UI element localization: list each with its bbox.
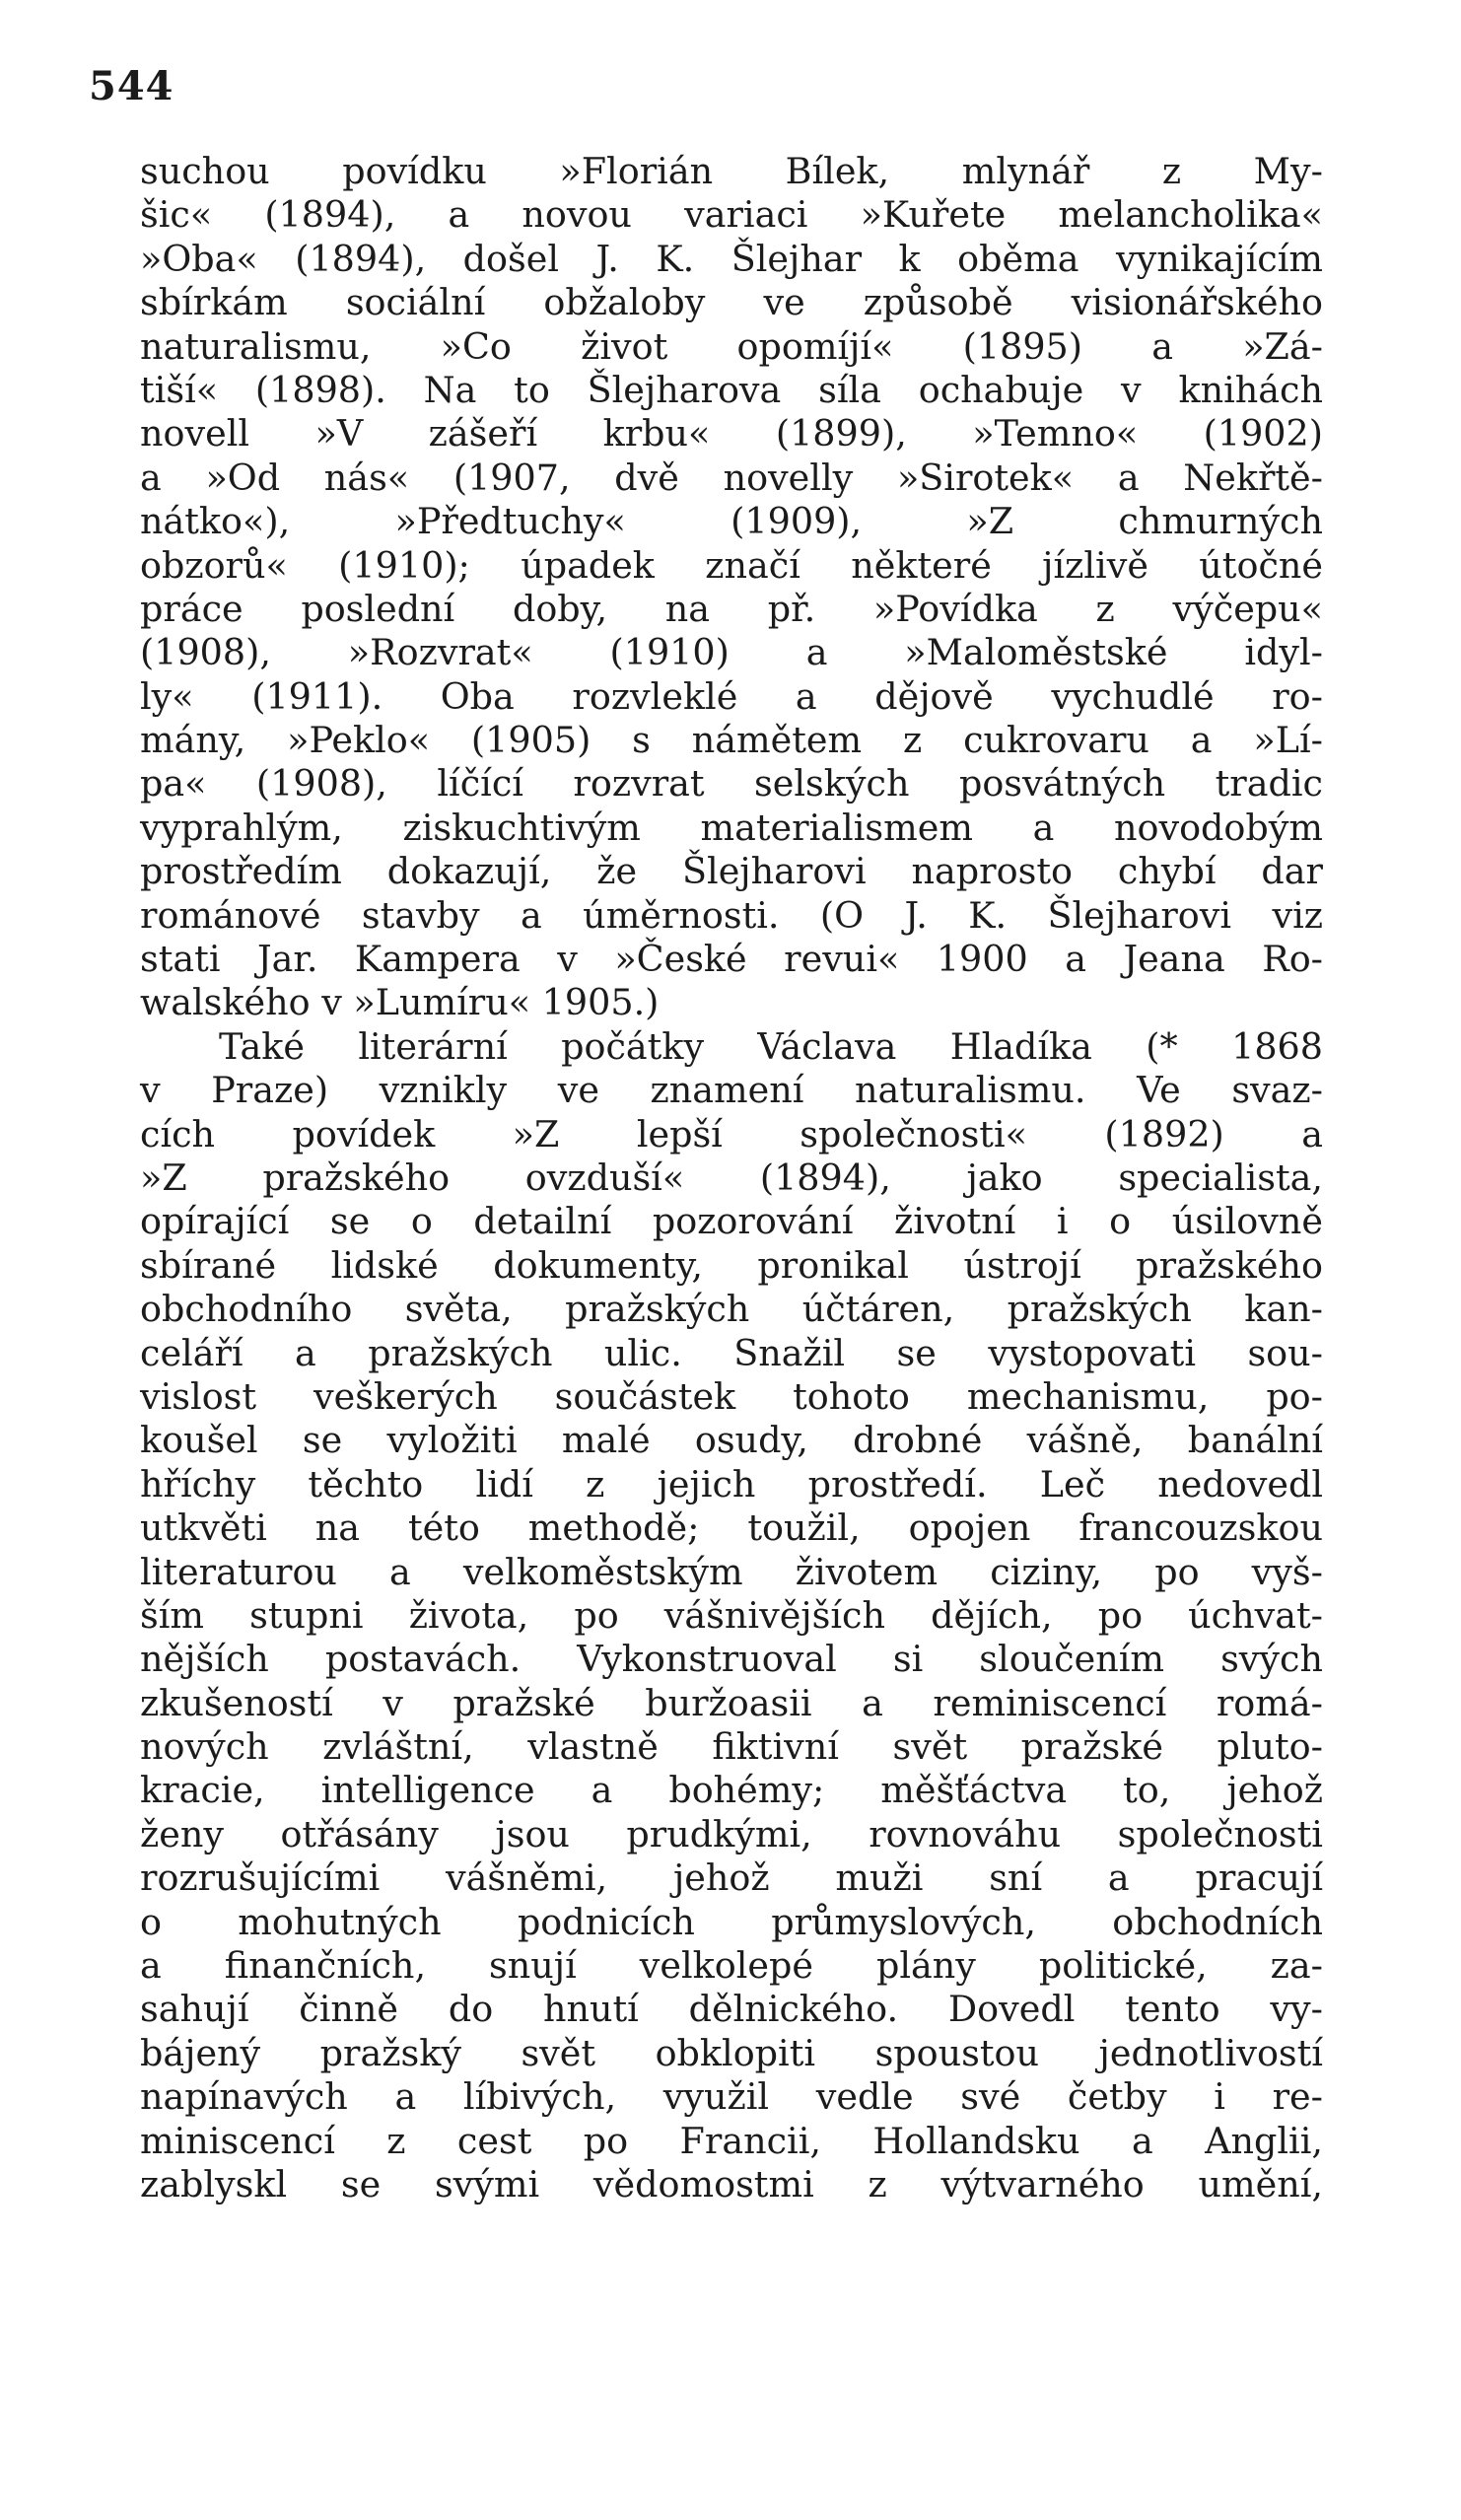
text-line: hříchy těchto lidí z jejich prostředí. Leč nedovedl bbox=[140, 1462, 1323, 1505]
text-line: ženy otřásány jsou prudkými, rovnováhu společnosti bbox=[140, 1812, 1323, 1855]
text-line: napínavých a líbivých, využil vedle své četby i re- bbox=[140, 2075, 1323, 2119]
text-line: šic« (1894), a novou variaci »Kuřete melancholika« bbox=[140, 193, 1323, 237]
text-line: zablyskl se svými vědomostmi z výtvarného umění, bbox=[140, 2162, 1323, 2205]
text-line: zkušeností v pražské buržoasii a reminiscencí romá- bbox=[140, 1681, 1323, 1724]
text-line: práce poslední doby, na př. »Povídka z výčepu« bbox=[140, 587, 1323, 630]
text-line: Také literární počátky Václava Hladíka (* 1868 bbox=[219, 1024, 1323, 1068]
text-line: celáří a pražských ulic. Snažil se vystopovati sou- bbox=[140, 1331, 1323, 1374]
text-line: mány, »Peklo« (1905) s námětem z cukrovaru a »Lí- bbox=[140, 719, 1323, 762]
text-line: v Praze) vznikly ve znamení naturalismu. Ve svaz- bbox=[140, 1069, 1323, 1112]
text-line: pa« (1908), líčící rozvrat selských posvátných tradic bbox=[140, 762, 1323, 805]
text-line: literaturou a velkoměstským životem ciziny, po vyš- bbox=[140, 1550, 1323, 1593]
text-line: ly« (1911). Oba rozvleklé a dějově vychudlé ro- bbox=[140, 674, 1323, 718]
text-line: »Oba« (1894), došel J. K. Šlejhar k oběma vynikajícím bbox=[140, 237, 1323, 280]
page-number: 544 bbox=[89, 63, 174, 109]
text-line: suchou povídku »Florián Bílek, mlynář z My- bbox=[140, 150, 1323, 192]
text-line: nových zvláštní, vlastně fiktivní svět pražské pluto- bbox=[140, 1725, 1323, 1769]
text-line: (1908), »Rozvrat« (1910) a »Maloměstské idyl- bbox=[140, 631, 1323, 674]
text-line: nátko«), »Předtuchy« (1909), »Z chmurných bbox=[140, 500, 1323, 543]
body-text bbox=[140, 150, 1323, 2206]
text-line: nějších postavách. Vykonstruoval si sloučením svých bbox=[140, 1638, 1323, 1681]
text-line: sbírkám sociální obžaloby ve způsobě visionářského bbox=[140, 281, 1323, 324]
text-line: obzorů« (1910); úpadek značí některé jízlivě útočné bbox=[140, 543, 1323, 587]
text-line: utkvěti na této methodě; toužil, opojen francouzskou bbox=[140, 1506, 1323, 1550]
text-line: románové stavby a úměrnosti. (O J. K. Šlejharovi viz bbox=[140, 893, 1323, 937]
text-line: obchodního světa, pražských účtáren, pražských kan- bbox=[140, 1288, 1323, 1331]
text-line: kracie, intelligence a bohémy; měšťáctva to, jehož bbox=[140, 1769, 1323, 1812]
text-line: koušel se vyložiti malé osudy, drobné vášně, banální bbox=[140, 1419, 1323, 1462]
text-line: tiší« (1898). Na to Šlejharova síla ochabuje v knihách bbox=[140, 368, 1323, 411]
text-line: a finančních, snují velkolepé plány politické, za- bbox=[140, 1944, 1323, 1988]
text-line: o mohutných podnicích průmyslových, obchodních bbox=[140, 1900, 1323, 1943]
text-line: bájený pražský svět obklopiti spoustou jednotlivostí bbox=[140, 2031, 1323, 2074]
text-line: opírající se o detailní pozorování životní i o úsilovně bbox=[140, 1200, 1323, 1243]
text-line: novell »V zášeří krbu« (1899), »Temno« (1902) bbox=[140, 412, 1323, 455]
text-line: walského v »Lumíru« 1905.) bbox=[140, 981, 660, 1024]
text-line: rozrušujícími vášněmi, jehož muži sní a pracují bbox=[140, 1856, 1323, 1900]
text-line: sbírané lidské dokumenty, pronikal ústrojí pražského bbox=[140, 1243, 1323, 1287]
text-line: vyprahlým, ziskuchtivým materialismem a novodobým bbox=[140, 805, 1323, 849]
text-line: vislost veškerých součástek tohoto mechanismu, po- bbox=[140, 1374, 1323, 1418]
text-line: prostředím dokazují, že Šlejharovi naprosto chybí dar bbox=[140, 850, 1323, 893]
text-line: ším stupni života, po vášnivějších dějích, po úchvat- bbox=[140, 1593, 1323, 1637]
text-line: miniscencí z cest po Francii, Hollandsku a Anglii, bbox=[140, 2119, 1323, 2162]
text-line: cích povídek »Z lepší společnosti« (1892) a bbox=[140, 1112, 1323, 1155]
text-line: »Z pražského ovzduší« (1894), jako specialista, bbox=[140, 1155, 1323, 1199]
text-line: stati Jar. Kampera v »České revui« 1900 a Jeana Ro- bbox=[140, 938, 1323, 981]
text-line: a »Od nás« (1907, dvě novelly »Sirotek« a Nekřtě- bbox=[140, 455, 1323, 499]
text-line: sahují činně do hnutí dělnického. Dovedl tento vy- bbox=[140, 1988, 1323, 2031]
text-line: naturalismu, »Co život opomíjí« (1895) a »Zá- bbox=[140, 324, 1323, 368]
